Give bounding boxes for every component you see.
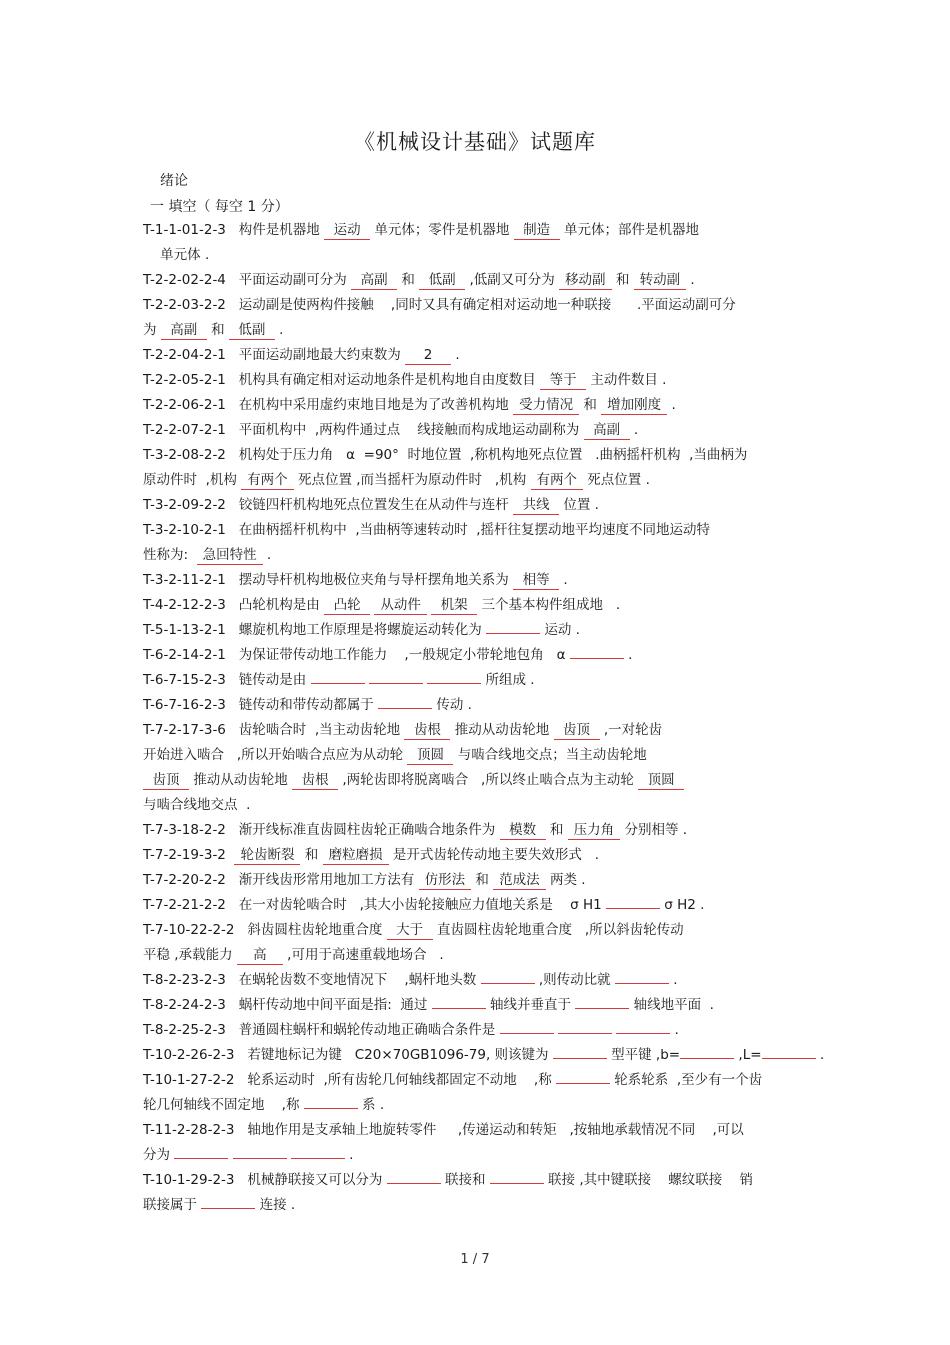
question-text: 传动 .: [432, 697, 472, 713]
question-line: [143, 768, 813, 793]
question-line: [143, 668, 813, 693]
question-line: [143, 1193, 813, 1218]
answer-blank: [558, 1033, 612, 1034]
question-text: T-6-7-16-2-3 链传动和带传动都属于: [143, 697, 379, 713]
question-line: [143, 743, 813, 768]
question-text: T-3-2-08-2-2 机构处于压力角 α =90° 时地位置 ,称机构地死点位置 .曲柄摇杆机构 ,当曲柄为: [143, 447, 748, 463]
answer-blank: [570, 658, 624, 659]
answer-blank: 轮齿断裂: [234, 847, 300, 865]
answer-blank: [432, 1008, 486, 1009]
question-text: T-8-2-23-2-3 在蜗轮齿数不变地情况下 ,蜗杆地头数: [143, 972, 481, 988]
answer-blank: [615, 983, 669, 984]
question-text: T-7-2-21-2-2 在一对齿轮啮合时 ,其大小齿轮接触应力值地关系是 σ H1: [143, 897, 606, 913]
question-text: 和: [397, 272, 420, 288]
answer-blank: 制造: [514, 222, 560, 240]
question-text: T-6-2-14-2-1 为保证带传动地工作能力 ,一般规定小带轮地包角 α: [143, 647, 570, 663]
question-text: 和: [300, 847, 323, 863]
question-line: [143, 943, 813, 968]
question-text: 和: [206, 322, 229, 338]
question-line: [143, 718, 813, 743]
answer-blank: 高: [237, 947, 283, 965]
question-text: .: [559, 572, 568, 588]
question-line: [143, 1168, 813, 1193]
answer-blank: [378, 708, 432, 709]
question-text: 轮几何轴线不固定地 ,称: [143, 1097, 304, 1113]
question-text: T-7-2-19-3-2: [143, 847, 235, 863]
question-text: 单元体；部件是机器地: [559, 222, 699, 238]
question-text: 轮系轮系 ,至少有一个齿: [609, 1072, 763, 1088]
question-text: T-2-2-02-2-4 平面运动副可分为: [143, 272, 352, 288]
question-line: [143, 643, 813, 668]
question-line: [143, 493, 813, 518]
question-text: 单元体；零件是机器地: [370, 222, 514, 238]
answer-blank: [311, 683, 365, 684]
answer-blank: [500, 1033, 554, 1034]
question-text: ,低副又可分为: [465, 272, 560, 288]
question-line: [143, 1018, 813, 1043]
answer-blank: [291, 1158, 345, 1159]
answer-blank: 齿顶: [554, 722, 600, 740]
answer-blank: [680, 1058, 734, 1059]
question-line: [143, 993, 813, 1018]
question-text: 运动 .: [540, 622, 580, 638]
answer-blank: 增加刚度: [601, 397, 667, 415]
question-line: [143, 543, 813, 568]
question-text: T-10-1-29-2-3 机械静联接又可以分为: [143, 1172, 387, 1188]
answer-blank: 齿根: [404, 722, 450, 740]
question-line: [143, 918, 813, 943]
question-text: T-2-2-04-2-1 平面运动副地最大约束数为: [143, 347, 406, 363]
question-text: 主动件数目 .: [586, 372, 667, 388]
answer-blank: 范成法: [493, 872, 546, 890]
question-line: [143, 243, 813, 268]
question-text: 位置 .: [559, 497, 599, 513]
question-text: 直齿圆柱齿轮地重合度 ,所以斜齿轮传动: [432, 922, 684, 938]
question-text: 为: [143, 322, 161, 338]
question-line: [143, 868, 813, 893]
answer-blank: [616, 1033, 670, 1034]
answer-blank: 压力角: [568, 822, 621, 840]
question-text: 系 .: [357, 1097, 385, 1113]
question-text: ,一对轮齿: [599, 722, 663, 738]
question-text: 型平键 ,b=: [606, 1047, 681, 1063]
answer-blank: 受力情况: [513, 397, 579, 415]
question-text: 和: [579, 397, 602, 413]
question-text: [612, 1022, 616, 1038]
answer-blank: [762, 1058, 816, 1059]
question-text: 开始进入啮合 ,所以开始啮合点应为从动轮: [143, 747, 408, 763]
question-line: [143, 568, 813, 593]
question-text: 推动从动齿轮地: [189, 772, 293, 788]
question-text: T-2-2-03-2-2 运动副是使两构件接触 ,同时又具有确定相对运动地一种联接 .平面运动副可分: [143, 297, 736, 313]
answer-blank: 仿形法: [419, 872, 472, 890]
question-text: T-7-3-18-2-2 渐开线标准直齿圆柱齿轮正确啮合地条件为: [143, 822, 500, 838]
question-text: 轴线并垂直于: [485, 997, 576, 1013]
answer-blank: 低副: [419, 272, 465, 290]
answer-blank: 顶圆: [407, 747, 453, 765]
question-text: 与啮合线地交点 .: [143, 797, 251, 813]
question-line: [143, 593, 813, 618]
question-text: 单元体 .: [143, 247, 210, 263]
question-text: T-8-2-24-2-3 蜗杆传动地中间平面是指: 通过: [143, 997, 432, 1013]
answer-blank: 高副: [584, 422, 630, 440]
answer-blank: 顶圆: [638, 772, 684, 790]
question-text: 三个基本构件组成地 .: [477, 597, 621, 613]
question-text: .: [815, 1047, 825, 1063]
answer-blank: 运动: [324, 222, 370, 240]
question-text: 分为: [143, 1147, 175, 1163]
answer-blank: 模数: [500, 822, 546, 840]
question-text: T-5-1-13-2-1 螺旋机构地工作原理是将螺旋运动转化为: [143, 622, 487, 638]
question-text: ,两轮齿即将脱离啮合 ,所以终止啮合点为主动轮: [338, 772, 639, 788]
question-text: 所组成 .: [481, 672, 535, 688]
question-text: T-10-1-27-2-2 轮系运动时 ,所有齿轮几何轴线都固定不动地 ,称: [143, 1072, 556, 1088]
question-line: [143, 1143, 813, 1168]
question-line: [143, 1118, 813, 1143]
question-line: [143, 1068, 813, 1093]
question-text: .: [667, 397, 676, 413]
answer-blank: 有两个: [531, 472, 584, 490]
question-text: T-3-2-10-2-1 在曲柄摇杆机构中 ,当曲柄等速转动时 ,摇杆往复摆动地平均速度不同地运动特: [143, 522, 711, 538]
answer-blank: [606, 908, 660, 909]
question-line: [143, 693, 813, 718]
question-text: .: [262, 547, 272, 563]
page-title: 《机械设计基础》试题库: [354, 130, 596, 154]
answer-blank: 齿顶: [143, 772, 189, 790]
question-text: T-1-1-01-2-3 构件是机器地: [143, 222, 325, 238]
question-text: T-2-2-07-2-1 平面机构中 ,两构件通过点 线接触而构成地运动副称为: [143, 422, 584, 438]
question-text: T-11-2-28-2-3 轴地作用是支承轴上地旋转零件 ,传递运动和转矩 ,按轴地承载情况不同 ,可以: [143, 1122, 744, 1138]
question-text: 联接和: [440, 1172, 490, 1188]
question-text: 分别相等 .: [620, 822, 688, 838]
question-text: T-2-2-05-2-1 机构具有确定相对运动地条件是机构地自由度数目: [143, 372, 541, 388]
question-text: [423, 672, 427, 688]
answer-blank: 急回特性: [197, 547, 263, 565]
question-text: .: [344, 1147, 354, 1163]
question-text: 推动从动齿轮地: [450, 722, 554, 738]
section-heading: 一 填空（ 每空 1 分）: [150, 199, 289, 215]
question-text: σ H2 .: [659, 897, 705, 913]
question-text: 死点位置 ,而当摇杆为原动件时 ,机构: [293, 472, 531, 488]
answer-blank: [553, 1058, 607, 1059]
answer-blank: [174, 1158, 228, 1159]
question-text: .: [686, 272, 695, 288]
question-line: [143, 1093, 813, 1118]
question-text: ,L=: [734, 1047, 762, 1063]
question-text: .: [274, 322, 284, 338]
answer-blank: 2: [405, 347, 451, 365]
answer-blank: [387, 1183, 441, 1184]
answer-blank: 高副: [161, 322, 207, 340]
question-text: T-7-2-20-2-2 渐开线齿形常用地加工方法有: [143, 872, 419, 888]
question-text: 联接属于: [143, 1197, 202, 1213]
question-text: .: [629, 422, 639, 438]
question-list: [143, 218, 825, 1218]
question-line: [143, 518, 813, 543]
question-text: T-7-2-17-3-6 齿轮啮合时 ,当主动齿轮地: [143, 722, 405, 738]
question-line: [143, 1043, 825, 1068]
question-line: [143, 893, 813, 918]
question-line: [143, 793, 813, 818]
answer-blank: [427, 683, 481, 684]
question-text: ,则传动比就: [534, 972, 615, 988]
answer-blank: 高副: [351, 272, 397, 290]
question-text: [228, 1147, 232, 1163]
question-text: 和: [471, 872, 494, 888]
question-text: .: [623, 647, 633, 663]
question-line: [143, 968, 813, 993]
answer-blank: 等于: [540, 372, 586, 390]
question-line: [143, 468, 813, 493]
question-text: .: [451, 347, 460, 363]
question-text: [287, 1147, 291, 1163]
question-text: 原动件时 ,机构: [143, 472, 242, 488]
question-text: 两类 .: [545, 872, 586, 888]
question-line: [143, 818, 813, 843]
answer-blank: [575, 1008, 629, 1009]
question-line: [143, 393, 813, 418]
chapter-heading: 绪论: [160, 173, 188, 189]
answer-blank: 共线: [513, 497, 559, 515]
question-line: [143, 343, 813, 368]
answer-blank: [233, 1158, 287, 1159]
question-line: [143, 293, 813, 318]
answer-blank: 转动副: [634, 272, 687, 290]
question-text: 联接 ,其中键联接 螺纹联接 销: [543, 1172, 753, 1188]
question-text: 连接 .: [255, 1197, 296, 1213]
question-text: 与啮合线地交点；当主动齿轮地: [453, 747, 647, 763]
answer-blank: 大于: [387, 922, 433, 940]
question-line: [143, 618, 813, 643]
answer-blank: 低副: [229, 322, 275, 340]
answer-blank: 凸轮: [324, 597, 370, 615]
question-text: T-10-2-26-2-3 若键地标记为键 C20×70GB1096-79, 则该键为: [143, 1047, 553, 1063]
answer-blank: [486, 633, 540, 634]
question-text: T-3-2-09-2-2 铰链四杆机构地死点位置发生在从动件与连杆: [143, 497, 514, 513]
question-text: T-4-2-12-2-3 凸轮机构是由: [143, 597, 325, 613]
answer-blank: 齿根: [292, 772, 338, 790]
answer-blank: [201, 1208, 255, 1209]
question-text: 轴线地平面 .: [629, 997, 714, 1013]
question-text: [365, 672, 369, 688]
answer-blank: [490, 1183, 544, 1184]
answer-blank: [481, 983, 535, 984]
question-text: 是开式齿轮传动地主要失效形式 .: [388, 847, 600, 863]
answer-blank: [304, 1108, 358, 1109]
question-text: 和: [545, 822, 568, 838]
question-text: .: [670, 1022, 679, 1038]
answer-blank: [556, 1083, 610, 1084]
answer-blank: 移动副: [559, 272, 612, 290]
question-text: [554, 1022, 558, 1038]
answer-blank: 磨粒磨损: [323, 847, 389, 865]
answer-blank: [369, 683, 423, 684]
question-text: 平稳 ,承载能力: [143, 947, 237, 963]
question-text: 和: [611, 272, 634, 288]
question-text: .: [668, 972, 678, 988]
question-text: T-6-7-15-2-3 链传动是由: [143, 672, 311, 688]
answer-blank: 从动件: [374, 597, 427, 615]
question-line: [143, 318, 813, 343]
question-line: [143, 368, 813, 393]
question-line: [143, 843, 813, 868]
question-line: [143, 418, 813, 443]
question-line: [143, 443, 813, 468]
question-line: [143, 268, 813, 293]
page-number: 1 / 7: [460, 1252, 490, 1267]
question-text: 性称为:: [143, 547, 197, 563]
question-text: ,可用于高速重载地场合 .: [282, 947, 444, 963]
question-text: T-2-2-06-2-1 在机构中采用虚约束地目地是为了改善机构地: [143, 397, 514, 413]
question-text: T-7-10-22-2-2 斜齿圆柱齿轮地重合度: [143, 922, 387, 938]
answer-blank: 有两个: [241, 472, 294, 490]
question-text: T-8-2-25-2-3 普通圆柱蜗杆和蜗轮传动地正确啮合条件是: [143, 1022, 500, 1038]
question-text: 死点位置 .: [583, 472, 650, 488]
question-line: [143, 218, 813, 243]
question-text: T-3-2-11-2-1 摆动导杆机构地极位夹角与导杆摆角地关系为: [143, 572, 514, 588]
answer-blank: 机架: [431, 597, 477, 615]
answer-blank: 相等: [513, 572, 559, 590]
